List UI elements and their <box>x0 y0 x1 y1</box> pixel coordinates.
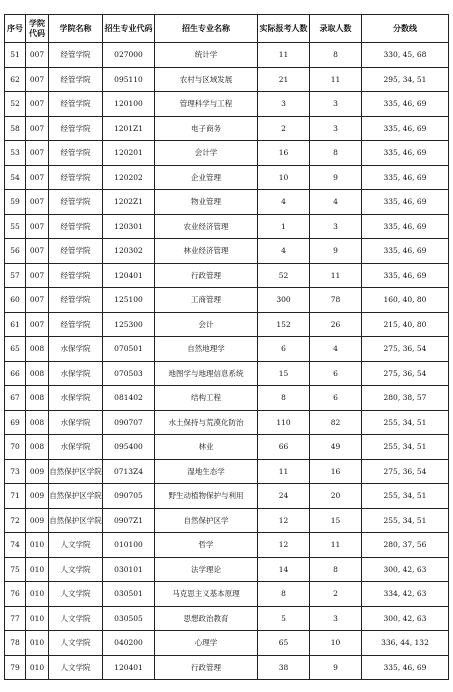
table-cell: 010 <box>26 557 49 582</box>
table-cell: 物业管理 <box>155 190 258 215</box>
table-cell: 16 <box>258 141 310 166</box>
table-cell: 52 <box>258 263 310 288</box>
table-cell: 企业管理 <box>155 165 258 190</box>
table-cell: 010 <box>26 631 49 656</box>
table-cell: 9 <box>310 655 362 680</box>
table-cell: 9 <box>310 239 362 264</box>
table-cell: 自然保护区学院 <box>49 459 103 484</box>
table-cell: 335, 46, 69 <box>362 165 449 190</box>
table-cell: 0907Z1 <box>103 508 155 533</box>
table-cell: 经管学院 <box>49 312 103 337</box>
table-cell: 自然保护区学院 <box>49 508 103 533</box>
table-cell: 120202 <box>103 165 155 190</box>
table-cell: 007 <box>26 92 49 117</box>
table-cell: 水保学院 <box>49 410 103 435</box>
table-cell: 4 <box>258 190 310 215</box>
table-cell: 007 <box>26 165 49 190</box>
table-cell: 335, 46, 69 <box>362 263 449 288</box>
header-cell: 录取人数 <box>310 15 362 43</box>
table-cell: 009 <box>26 508 49 533</box>
table-cell: 65 <box>5 337 26 362</box>
table-cell: 11 <box>310 67 362 92</box>
table-cell: 11 <box>310 263 362 288</box>
table-cell: 人文学院 <box>49 557 103 582</box>
table-cell: 300 <box>258 288 310 313</box>
table-cell: 行政管理 <box>155 655 258 680</box>
table-cell: 人文学院 <box>49 631 103 656</box>
table-cell: 自然保护区学 <box>155 508 258 533</box>
table-cell: 农业经济管理 <box>155 214 258 239</box>
table-cell: 10 <box>258 165 310 190</box>
table-cell: 255, 34, 51 <box>362 410 449 435</box>
table-cell: 结构工程 <box>155 386 258 411</box>
table-cell: 经管学院 <box>49 190 103 215</box>
table-cell: 20 <box>310 484 362 509</box>
table-cell: 007 <box>26 43 49 68</box>
table-cell: 2 <box>310 582 362 607</box>
table-cell: 66 <box>258 435 310 460</box>
table-cell: 008 <box>26 386 49 411</box>
table-cell: 10 <box>310 631 362 656</box>
table-cell: 73 <box>5 459 26 484</box>
table-cell: 010 <box>26 606 49 631</box>
table-cell: 280, 38, 57 <box>362 386 449 411</box>
table-cell: 255, 34, 51 <box>362 508 449 533</box>
table-cell: 水保学院 <box>49 337 103 362</box>
table-cell: 54 <box>5 165 26 190</box>
table-row <box>5 508 449 533</box>
table-cell: 59 <box>5 190 26 215</box>
table-cell: 3 <box>310 214 362 239</box>
table-cell: 行政管理 <box>155 263 258 288</box>
table-cell: 152 <box>258 312 310 337</box>
table-cell: 76 <box>5 582 26 607</box>
table-cell: 0713Z4 <box>103 459 155 484</box>
header-cell: 招生专业代码 <box>103 15 155 43</box>
table-cell: 66 <box>5 361 26 386</box>
table-cell: 55 <box>5 214 26 239</box>
table-cell: 3 <box>310 92 362 117</box>
table-cell: 010 <box>26 533 49 558</box>
table-cell: 70 <box>5 435 26 460</box>
table-cell: 120401 <box>103 263 155 288</box>
table-cell: 人文学院 <box>49 655 103 680</box>
table-row <box>5 582 449 607</box>
table-cell: 007 <box>26 141 49 166</box>
table-cell: 人文学院 <box>49 582 103 607</box>
table-cell: 3 <box>310 116 362 141</box>
table-cell: 经管学院 <box>49 165 103 190</box>
table-cell: 010100 <box>103 533 155 558</box>
table-cell: 哲学 <box>155 533 258 558</box>
table-cell: 030501 <box>103 582 155 607</box>
table-row <box>5 410 449 435</box>
table-cell: 010 <box>26 582 49 607</box>
table-cell: 经管学院 <box>49 214 103 239</box>
table-cell: 5 <box>258 606 310 631</box>
table-cell: 008 <box>26 337 49 362</box>
table-cell: 095110 <box>103 67 155 92</box>
table-cell: 53 <box>5 141 26 166</box>
table-cell: 21 <box>258 67 310 92</box>
table-cell: 15 <box>258 361 310 386</box>
header-cell: 实际报考人数 <box>258 15 310 43</box>
table-cell: 82 <box>310 410 362 435</box>
table-cell: 120301 <box>103 214 155 239</box>
table-cell: 会计学 <box>155 141 258 166</box>
table-cell: 地图学与地理信息系统 <box>155 361 258 386</box>
table-cell: 56 <box>5 239 26 264</box>
table-cell: 78 <box>5 631 26 656</box>
table-cell: 007 <box>26 288 49 313</box>
table-cell: 林业经济管理 <box>155 239 258 264</box>
table-cell: 11 <box>258 459 310 484</box>
table-row <box>5 631 449 656</box>
table-cell: 12 <box>258 508 310 533</box>
table-cell: 人文学院 <box>49 606 103 631</box>
table-cell: 081402 <box>103 386 155 411</box>
table-cell: 1201Z1 <box>103 116 155 141</box>
table-row <box>5 165 449 190</box>
table-cell: 9 <box>310 165 362 190</box>
table-cell: 1 <box>258 214 310 239</box>
table-cell: 统计学 <box>155 43 258 68</box>
table-cell: 16 <box>310 459 362 484</box>
table-cell: 经管学院 <box>49 141 103 166</box>
table-cell: 280, 37, 56 <box>362 533 449 558</box>
header-cell: 分数线 <box>362 15 449 43</box>
table-cell: 林业 <box>155 435 258 460</box>
header-cell: 学院代码 <box>26 15 49 43</box>
table-cell: 6 <box>310 361 362 386</box>
table-cell: 275, 36, 54 <box>362 459 449 484</box>
table-cell: 工商管理 <box>155 288 258 313</box>
table-row <box>5 92 449 117</box>
table-cell: 3 <box>310 606 362 631</box>
table-header-row <box>5 15 449 43</box>
table-cell: 心理学 <box>155 631 258 656</box>
table-cell: 335, 46, 69 <box>362 655 449 680</box>
table-cell: 经管学院 <box>49 92 103 117</box>
table-row <box>5 337 449 362</box>
table-cell: 335, 46, 69 <box>362 190 449 215</box>
table-row <box>5 459 449 484</box>
table-row <box>5 533 449 558</box>
table-cell: 水保学院 <box>49 361 103 386</box>
table-row <box>5 484 449 509</box>
table-cell: 经管学院 <box>49 116 103 141</box>
table-cell: 120302 <box>103 239 155 264</box>
table-cell: 008 <box>26 435 49 460</box>
table-cell: 马克思主义基本原理 <box>155 582 258 607</box>
table-cell: 15 <box>310 508 362 533</box>
table-cell: 8 <box>310 43 362 68</box>
table-cell: 11 <box>258 43 310 68</box>
table-cell: 007 <box>26 312 49 337</box>
table-row <box>5 655 449 680</box>
table-cell: 2 <box>258 116 310 141</box>
table-cell: 007 <box>26 214 49 239</box>
table-cell: 335, 46, 69 <box>362 141 449 166</box>
table-cell: 14 <box>258 557 310 582</box>
table-cell: 009 <box>26 484 49 509</box>
table-cell: 295, 34, 51 <box>362 67 449 92</box>
table-cell: 71 <box>5 484 26 509</box>
table-cell: 会计 <box>155 312 258 337</box>
table-cell: 027000 <box>103 43 155 68</box>
header-cell: 序号 <box>5 15 26 43</box>
table-cell: 160, 40, 80 <box>362 288 449 313</box>
table-cell: 335, 46, 69 <box>362 239 449 264</box>
table-cell: 6 <box>310 386 362 411</box>
table-cell: 007 <box>26 190 49 215</box>
table-cell: 人文学院 <box>49 533 103 558</box>
table-cell: 经管学院 <box>49 263 103 288</box>
table-row <box>5 141 449 166</box>
table-row <box>5 239 449 264</box>
table-row <box>5 214 449 239</box>
table-cell: 经管学院 <box>49 288 103 313</box>
table-row <box>5 67 449 92</box>
table-cell: 52 <box>5 92 26 117</box>
table-cell: 11 <box>310 533 362 558</box>
table-cell: 215, 40, 80 <box>362 312 449 337</box>
table-cell: 275, 36, 54 <box>362 361 449 386</box>
table-row <box>5 312 449 337</box>
table-cell: 008 <box>26 410 49 435</box>
table-cell: 8 <box>310 557 362 582</box>
table-cell: 75 <box>5 557 26 582</box>
table-cell: 57 <box>5 263 26 288</box>
table-cell: 法学理论 <box>155 557 258 582</box>
table-cell: 69 <box>5 410 26 435</box>
table-row <box>5 288 449 313</box>
table-cell: 经管学院 <box>49 67 103 92</box>
table-cell: 思想政治教育 <box>155 606 258 631</box>
table-body <box>5 43 449 680</box>
table-cell: 095400 <box>103 435 155 460</box>
admission-score-table <box>4 14 449 680</box>
table-cell: 79 <box>5 655 26 680</box>
table-cell: 330, 45, 68 <box>362 43 449 68</box>
table-cell: 24 <box>258 484 310 509</box>
table-cell: 58 <box>5 116 26 141</box>
table-cell: 070503 <box>103 361 155 386</box>
table-cell: 007 <box>26 116 49 141</box>
table-cell: 电子商务 <box>155 116 258 141</box>
table-cell: 300, 42, 63 <box>362 606 449 631</box>
table-cell: 管理科学与工程 <box>155 92 258 117</box>
table-row <box>5 263 449 288</box>
table-cell: 1202Z1 <box>103 190 155 215</box>
table-cell: 009 <box>26 459 49 484</box>
table-cell: 4 <box>310 190 362 215</box>
table-cell: 65 <box>258 631 310 656</box>
table-cell: 49 <box>310 435 362 460</box>
table-cell: 62 <box>5 67 26 92</box>
table-cell: 070501 <box>103 337 155 362</box>
table-row <box>5 43 449 68</box>
table-cell: 67 <box>5 386 26 411</box>
table-cell: 300, 42, 63 <box>362 557 449 582</box>
table-cell: 334, 42, 63 <box>362 582 449 607</box>
table-row <box>5 190 449 215</box>
table-cell: 自然地理学 <box>155 337 258 362</box>
table-cell: 3 <box>258 92 310 117</box>
table-row <box>5 116 449 141</box>
table-cell: 007 <box>26 263 49 288</box>
table-cell: 007 <box>26 67 49 92</box>
table-cell: 335, 46, 69 <box>362 214 449 239</box>
table-cell: 水土保持与荒漠化防治 <box>155 410 258 435</box>
table-cell: 湿地生态学 <box>155 459 258 484</box>
table-cell: 水保学院 <box>49 435 103 460</box>
table-cell: 野生动植物保护与利用 <box>155 484 258 509</box>
table-cell: 8 <box>310 141 362 166</box>
table-cell: 125100 <box>103 288 155 313</box>
table-cell: 61 <box>5 312 26 337</box>
table-cell: 60 <box>5 288 26 313</box>
table-cell: 78 <box>310 288 362 313</box>
table-cell: 110 <box>258 410 310 435</box>
table-row <box>5 361 449 386</box>
table-cell: 090707 <box>103 410 155 435</box>
table-cell: 8 <box>258 582 310 607</box>
table-cell: 336, 44, 132 <box>362 631 449 656</box>
table-cell: 030101 <box>103 557 155 582</box>
table-cell: 8 <box>258 386 310 411</box>
table-cell: 030505 <box>103 606 155 631</box>
table-cell: 6 <box>258 337 310 362</box>
table-cell: 335, 46, 69 <box>362 116 449 141</box>
table-cell: 125300 <box>103 312 155 337</box>
table-cell: 水保学院 <box>49 386 103 411</box>
table-cell: 040200 <box>103 631 155 656</box>
table-cell: 008 <box>26 361 49 386</box>
table-cell: 275, 36, 54 <box>362 337 449 362</box>
table-cell: 经管学院 <box>49 43 103 68</box>
table-cell: 经管学院 <box>49 239 103 264</box>
table-row <box>5 435 449 460</box>
table-row <box>5 386 449 411</box>
table-row <box>5 606 449 631</box>
table-cell: 010 <box>26 655 49 680</box>
table-cell: 农村与区域发展 <box>155 67 258 92</box>
table-cell: 120100 <box>103 92 155 117</box>
table-cell: 自然保护区学院 <box>49 484 103 509</box>
header-cell: 招生专业名称 <box>155 15 258 43</box>
table-row <box>5 557 449 582</box>
table-cell: 38 <box>258 655 310 680</box>
table-cell: 090705 <box>103 484 155 509</box>
table-cell: 120401 <box>103 655 155 680</box>
table-cell: 26 <box>310 312 362 337</box>
table-cell: 72 <box>5 508 26 533</box>
table-cell: 007 <box>26 239 49 264</box>
table-cell: 255, 34, 51 <box>362 484 449 509</box>
table-cell: 4 <box>258 239 310 264</box>
table-cell: 12 <box>258 533 310 558</box>
table-cell: 74 <box>5 533 26 558</box>
table-cell: 4 <box>310 337 362 362</box>
table-cell: 335, 46, 69 <box>362 92 449 117</box>
table-cell: 77 <box>5 606 26 631</box>
table-cell: 51 <box>5 43 26 68</box>
table-cell: 255, 34, 51 <box>362 435 449 460</box>
table-cell: 120201 <box>103 141 155 166</box>
header-cell: 学院名称 <box>49 15 103 43</box>
